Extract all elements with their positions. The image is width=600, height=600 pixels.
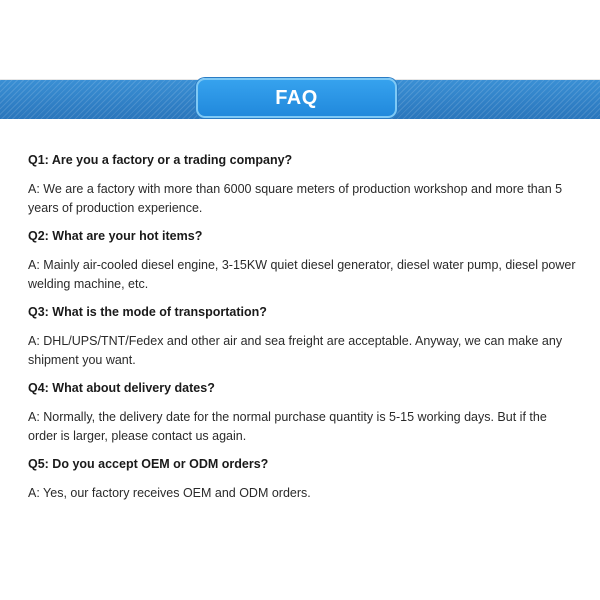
faq-answer: A: Mainly air-cooled diesel engine, 3-15KW quiet diesel generator, diesel water pump, diesel power welding machine, etc. (28, 258, 576, 291)
faq-question: Q3: What is the mode of transportation? (28, 305, 267, 319)
faq-list (28, 151, 576, 512)
faq-title: FAQ (275, 86, 318, 109)
faq-card (0, 79, 600, 518)
faq-answer: A: We are a factory with more than 6000 square meters of production workshop and more than 5 years of production experience. (28, 182, 563, 215)
faq-item-2 (28, 227, 576, 294)
faq-item-1 (28, 151, 576, 218)
faq-answer: A: Yes, our factory receives OEM and ODM orders. (28, 486, 311, 500)
faq-answer: A: DHL/UPS/TNT/Fedex and other air and sea freight are acceptable. Anyway, we can make any shipment you want. (28, 334, 563, 367)
faq-question: Q5: Do you accept OEM or ODM orders? (28, 457, 269, 471)
faq-title-badge (196, 78, 397, 118)
faq-question: Q1: Are you a factory or a trading company? (28, 153, 293, 167)
faq-answer: A: Normally, the delivery date for the normal purchase quantity is 5-15 working days. But if the order is larger, please contact us again. (28, 410, 547, 443)
faq-item-3 (28, 303, 576, 370)
faq-question: Q2: What are your hot items? (28, 229, 203, 243)
faq-question: Q4: What about delivery dates? (28, 381, 215, 395)
faq-item-4 (28, 379, 576, 446)
faq-banner (0, 80, 600, 119)
faq-item-5 (28, 455, 576, 503)
